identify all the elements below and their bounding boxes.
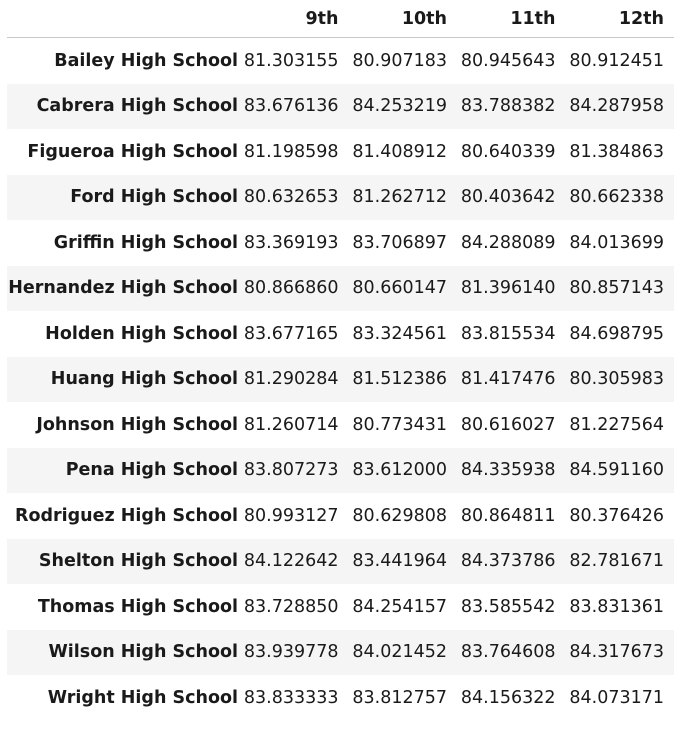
row-index-school: Holden High School [45,323,238,344]
row-index-school: Hernandez High School [8,278,238,299]
cell-10th: 84.253219 [352,96,447,117]
table-row [7,630,674,676]
cell-11th: 83.764608 [460,642,556,663]
index-header [7,0,240,38]
cell-12th: 84.013699 [569,232,664,253]
row-index-school: Wright High School [47,687,238,708]
table-row [7,311,674,357]
cell-12th: 84.317673 [569,642,664,663]
cell-10th: 80.773431 [352,414,447,435]
cell-11th: 83.585542 [460,596,556,617]
cell-12th: 80.857143 [569,278,664,299]
row-index-school: Ford High School [70,187,238,208]
table-row [7,38,674,84]
cell-9th: 81.303155 [243,50,339,71]
row-index-school: Griffin High School [53,232,238,253]
cell-9th: 83.369193 [243,232,339,253]
cell-12th: 84.287958 [569,96,664,117]
cell-11th: 80.640339 [460,141,556,162]
table-row [7,220,674,266]
cell-9th: 83.676136 [243,96,339,117]
cell-11th: 83.788382 [460,96,556,117]
table-row [7,584,674,630]
cell-12th: 80.662338 [569,187,664,208]
cell-10th: 83.612000 [352,460,447,481]
cell-10th: 83.441964 [352,551,447,572]
row-index-school: Rodriguez High School [15,505,238,526]
row-index-school: Pena High School [65,460,238,481]
cell-9th: 80.866860 [243,278,339,299]
cell-12th: 84.591160 [569,460,664,481]
cell-11th: 84.288089 [460,232,556,253]
row-index-school: Figueroa High School [27,141,238,162]
cell-9th: 83.807273 [243,460,339,481]
column-header-11th: 11th [457,0,566,38]
cell-11th: 83.815534 [460,323,556,344]
cell-12th: 83.831361 [569,596,664,617]
cell-11th: 81.417476 [460,369,556,390]
row-index-school: Huang High School [50,369,238,390]
cell-11th: 80.864811 [460,505,556,526]
cell-11th: 80.616027 [460,414,556,435]
row-index-school: Johnson High School [36,414,238,435]
row-index-school: Bailey High School [54,50,238,71]
cell-12th: 82.781671 [569,551,664,572]
table-row [7,175,674,221]
cell-12th: 81.384863 [569,141,664,162]
row-index-school: Cabrera High School [36,96,238,117]
cell-9th: 80.993127 [243,505,339,526]
table-row [7,129,674,175]
table-row [7,266,674,312]
cell-11th: 84.156322 [460,687,556,708]
table-body [7,38,674,721]
table-row [7,448,674,494]
cell-9th: 81.260714 [243,414,339,435]
cell-11th: 80.403642 [460,187,556,208]
column-header-9th: 9th [240,0,349,38]
cell-10th: 80.660147 [352,278,447,299]
cell-10th: 84.021452 [352,642,447,663]
table-row [7,493,674,539]
math-scores-by-grade-table [7,0,674,721]
cell-12th: 80.305983 [569,369,664,390]
column-header-10th: 10th [349,0,458,38]
cell-12th: 84.698795 [569,323,664,344]
cell-11th: 80.945643 [460,50,556,71]
cell-10th: 80.907183 [352,50,447,71]
cell-9th: 80.632653 [243,187,339,208]
cell-10th: 80.629808 [352,505,447,526]
cell-11th: 81.396140 [460,278,556,299]
cell-10th: 83.706897 [352,232,447,253]
cell-10th: 84.254157 [352,596,447,617]
cell-9th: 81.198598 [243,141,339,162]
cell-12th: 80.912451 [569,50,664,71]
cell-9th: 83.833333 [243,687,339,708]
cell-12th: 84.073171 [569,687,664,708]
cell-12th: 81.227564 [569,414,664,435]
column-header-12th: 12th [566,0,675,38]
cell-9th: 83.939778 [243,642,339,663]
cell-9th: 81.290284 [243,369,339,390]
cell-10th: 81.408912 [352,141,447,162]
cell-11th: 84.373786 [460,551,556,572]
row-index-school: Wilson High School [48,642,238,663]
table-row [7,539,674,585]
cell-10th: 81.512386 [352,369,447,390]
row-index-school: Thomas High School [37,596,238,617]
table-row [7,402,674,448]
cell-11th: 84.335938 [460,460,556,481]
table-row [7,84,674,130]
row-index-school: Shelton High School [38,551,238,572]
cell-9th: 83.677165 [243,323,339,344]
cell-9th: 84.122642 [243,551,339,572]
cell-9th: 83.728850 [243,596,339,617]
header-row [7,0,674,38]
table-row [7,357,674,403]
cell-12th: 80.376426 [569,505,664,526]
table-row [7,675,674,721]
cell-10th: 83.812757 [352,687,447,708]
cell-10th: 83.324561 [352,323,447,344]
cell-10th: 81.262712 [352,187,447,208]
